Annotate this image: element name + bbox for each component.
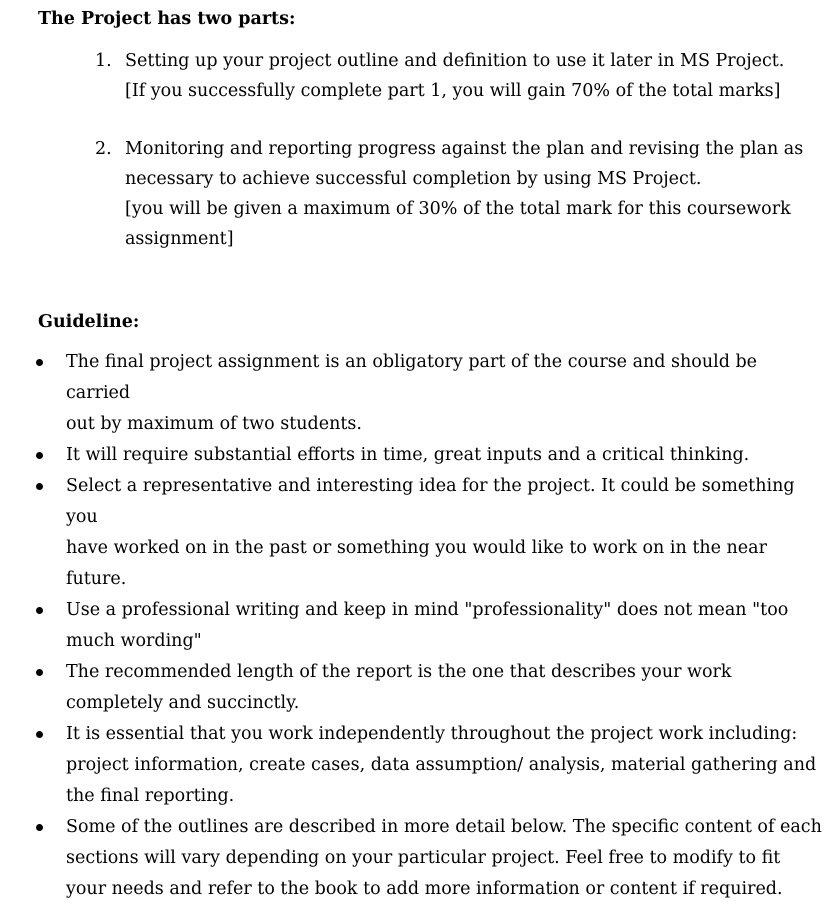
guideline-item <box>34 595 824 657</box>
text-line: completely and succinctly. <box>66 693 300 713</box>
numbered-item-part-2 <box>95 134 815 254</box>
guideline-item <box>34 440 824 471</box>
text-line: Some of the outlines are described in more detail below. The specific content of each <box>66 817 822 837</box>
item-content <box>125 46 815 106</box>
guideline-item <box>34 471 824 595</box>
text-line: The final project assignment is an obligatory part of the course and should be carried <box>66 352 758 403</box>
bullet-icon <box>36 669 43 676</box>
section-heading-guideline: Guideline: <box>38 312 140 332</box>
bullet-icon <box>36 359 43 366</box>
item-content <box>125 134 815 254</box>
text-line: Monitoring and reporting progress against the plan and revising the plan as <box>125 139 804 159</box>
guideline-item <box>34 347 824 440</box>
item-number: 2. <box>95 139 112 159</box>
text-line: necessary to achieve successful completion by using MS Project. <box>125 169 702 189</box>
text-line: [If you successfully complete part 1, you will gain 70% of the total marks] <box>125 81 781 101</box>
text-line: have worked on in the past or something you would like to work on in the near <box>66 538 767 558</box>
text-line: Use a professional writing and keep in mind "professionality" does not mean "too <box>66 600 789 620</box>
bullet-icon <box>36 452 43 459</box>
guideline-list <box>34 347 824 905</box>
text-line: much wording" <box>66 631 202 651</box>
guideline-item <box>34 719 824 812</box>
text-line: assignment] <box>125 229 234 249</box>
text-line: Select a representative and interesting idea for the project. It could be something you <box>66 476 795 527</box>
guideline-item <box>34 657 824 719</box>
text-line: future. <box>66 569 127 589</box>
text-line: It will require substantial efforts in time, great inputs and a critical thinking. <box>66 445 750 465</box>
item-number: 1. <box>95 51 112 71</box>
text-line: project information, create cases, data assumption/ analysis, material gathering and <box>66 755 817 775</box>
text-line: [you will be given a maximum of 30% of the total mark for this coursework <box>125 199 791 219</box>
text-line: Setting up your project outline and definition to use it later in MS Project. <box>125 51 785 71</box>
text-line: It is essential that you work independently throughout the project work including: <box>66 724 798 744</box>
text-line: the final reporting. <box>66 786 235 806</box>
section-heading-project-parts: The Project has two parts: <box>38 9 296 29</box>
bullet-icon <box>36 731 43 738</box>
numbered-item-part-1 <box>95 46 815 106</box>
text-line: your needs and refer to the book to add more information or content if required. <box>66 879 783 899</box>
text-line: sections will vary depending on your particular project. Feel free to modify to fit <box>66 848 781 868</box>
bullet-icon <box>36 483 43 490</box>
text-line: The recommended length of the report is the one that describes your work <box>66 662 732 682</box>
bullet-icon <box>36 824 43 831</box>
text-line: out by maximum of two students. <box>66 414 362 434</box>
bullet-icon <box>36 607 43 614</box>
guideline-item <box>34 812 824 905</box>
